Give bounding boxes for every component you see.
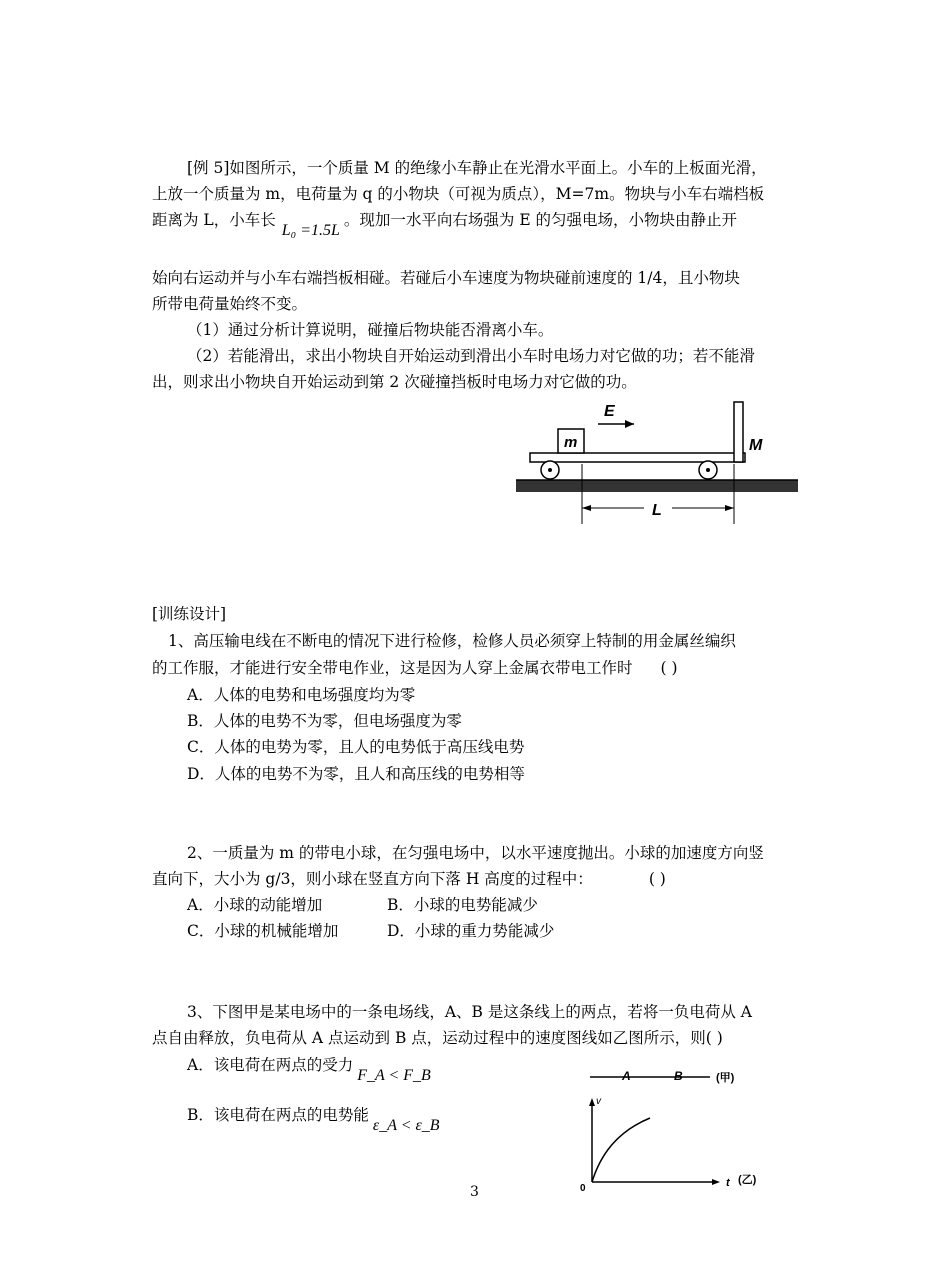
example-question-1: （1）通过分析计算说明，碰撞后物块能否滑离小车。	[187, 321, 554, 339]
problem-2-stem-2	[152, 867, 666, 891]
force-comparison-formula: F_A < F_B	[357, 1067, 431, 1084]
example-line-3-start: 距离为 L，小车长	[152, 211, 276, 229]
block-label: m	[564, 434, 578, 451]
problem-1-blank: ( )	[660, 659, 678, 677]
cart-board	[530, 453, 745, 462]
velocity-curve	[592, 1118, 650, 1182]
example-line-2: 上放一个质量为 m，电荷量为 q 的小物块（可视为质点），M=7m。物块与小车右端档板	[152, 185, 765, 203]
problem-1-stem-2-text: 的工作服，才能进行安全带电作业，这是因为人穿上金属衣带电工作时	[152, 659, 633, 677]
example-question-2a: （2）若能滑出，求出小物块自开始运动到滑出小车时电场力对它做的功；若不能滑	[187, 347, 755, 365]
section-title: [训练设计]	[152, 605, 227, 623]
problem-2-blank: ( )	[648, 870, 666, 888]
example-question-2b: 出，则求出小物块自开始运动到第 2 次碰撞挡板时电场力对它做的功。	[152, 373, 637, 391]
t-label: t	[726, 1177, 730, 1189]
point-b-label: B	[674, 1069, 683, 1083]
page-number: 3	[470, 1184, 479, 1200]
example-line-3	[152, 208, 738, 239]
yi-label: (乙)	[738, 1174, 757, 1186]
problem-3-option-a-text: A．该电荷在两点的受力	[187, 1056, 354, 1074]
problem-2-stem-1: 2、一质量为 m 的带电小球，在匀强电场中，以水平速度抛出。小球的加速度方向竖	[187, 844, 764, 862]
problem-2-option-b: B．小球的电势能减少	[387, 896, 538, 914]
problem-2-stem-2-text: 直向下，大小为 g/3，则小球在竖直方向下落 H 高度的过程中：	[152, 870, 593, 888]
example-line-4: 始向右运动并与小车右端挡板相碰。若碰后小车速度为物块碰前速度的 1/4，且小物块	[152, 269, 740, 287]
energy-comparison-formula: ε_A < ε_B	[372, 1117, 440, 1134]
car-length-formula: L₀ =1.5L	[281, 222, 340, 239]
cart-diagram	[512, 398, 802, 528]
example-line-5: 所带电荷量始终不变。	[152, 295, 308, 313]
problem-1-option-b: B．人体的电势不为零，但电场强度为零	[187, 712, 462, 730]
cart-baffle	[734, 402, 743, 462]
problem-1-option-a: A．人体的电势和电场强度均为零	[187, 686, 416, 704]
problem-1-option-c: C．人体的电势为零，且人的电势低于高压线电势	[187, 738, 525, 756]
example-line-1: [例 5]如图所示，一个质量 M 的绝缘小车静止在光滑水平面上。小车的上板面光滑，	[187, 159, 767, 177]
problem-1-stem-1: 1、高压输电线在不断电的情况下进行检修，检修人员必须穿上特制的用金属丝编织	[168, 632, 736, 650]
problem-2-option-d: D．小球的重力势能减少	[387, 922, 555, 940]
problem-1-option-d: D．人体的电势不为零，且人和高压线的电势相等	[187, 765, 525, 783]
problem-3-stem-2: 点自由释放，负电荷从 A 点运动到 B 点，运动过程中的速度图线如乙图所示，则( )	[152, 1029, 723, 1047]
v-label: v	[596, 1096, 601, 1107]
cart-mass-label: M	[749, 437, 763, 454]
problem-3-option-b	[187, 1103, 440, 1134]
field-label: E	[604, 403, 615, 420]
example-line-3-end: 。现加一水平向右场强为 E 的匀强电场，小物块由静止开	[343, 211, 738, 229]
point-a-label: A	[622, 1069, 631, 1083]
origin-label: 0	[580, 1183, 586, 1194]
problem-2-option-c: C．小球的机械能增加	[187, 922, 339, 940]
field-line-and-vt-graph	[580, 1060, 786, 1195]
problem-3-stem-1: 3、下图甲是某电场中的一条电场线，A、B 是这条线上的两点，若将一负电荷从 A	[187, 1003, 752, 1021]
length-label: L	[652, 502, 662, 519]
problem-1-stem-2	[152, 656, 678, 680]
problem-3-option-a	[187, 1053, 431, 1084]
problem-2-option-a: A．小球的动能增加	[187, 896, 323, 914]
problem-3-option-b-text: B．该电荷在两点的电势能	[187, 1106, 369, 1124]
jia-label: (甲)	[716, 1072, 735, 1084]
ground	[516, 480, 798, 492]
